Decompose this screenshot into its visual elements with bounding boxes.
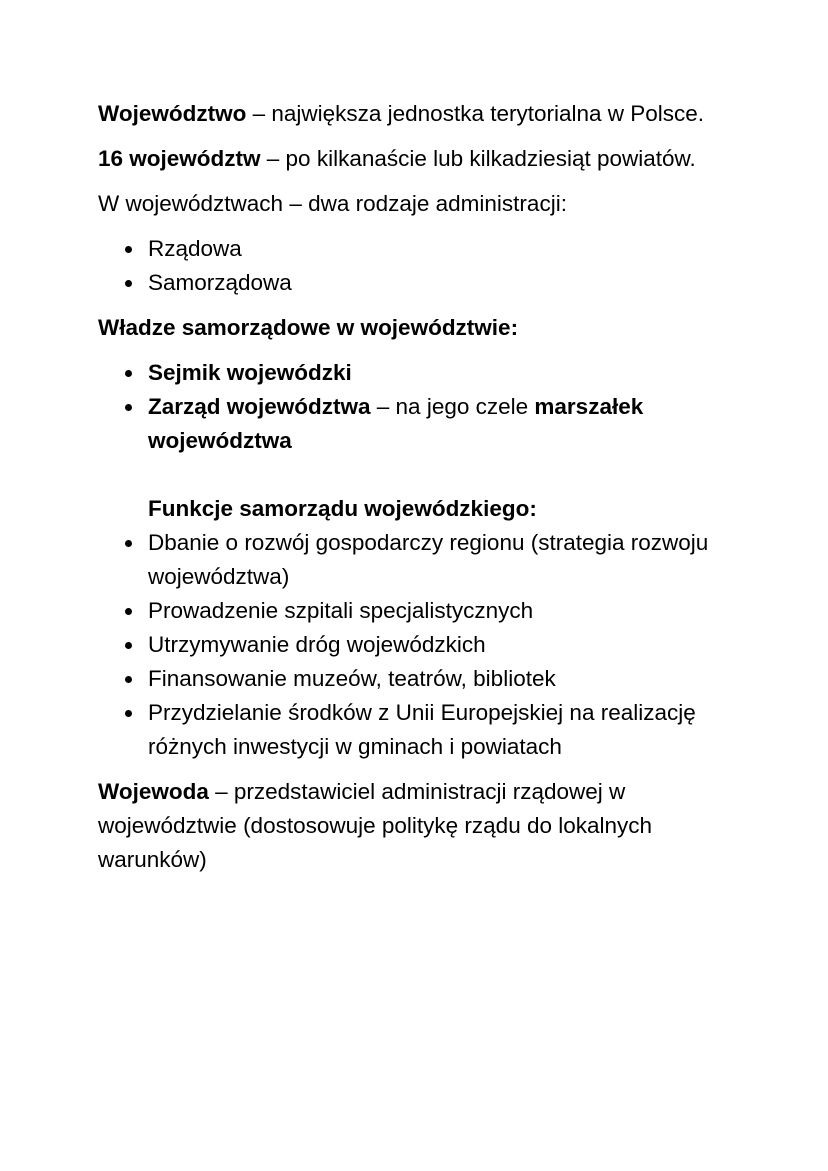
document-body [98, 97, 758, 888]
list-item: Dbanie o rozwój gospodarczy regionu (strategia rozwoju województwa) [98, 526, 758, 594]
authorities-list [98, 356, 758, 458]
authorities-heading: Władze samorządowe w województwie: [98, 315, 519, 340]
functions-list [98, 526, 758, 764]
functions-heading: Funkcje samorządu wojewódzkiego: [148, 496, 537, 521]
definition-wojewodztwo: – największa jednostka terytorialna w Polsce. [246, 101, 705, 126]
term-16-wojewodztw: 16 województw [98, 146, 261, 171]
paragraph-wojewodztwo [98, 97, 758, 131]
definition-16-wojewodztw: – po kilkanaście lub kilkadziesiąt powiatów. [260, 146, 696, 171]
list-item: Rządowa [98, 232, 758, 266]
term-wojewodztwo: Województwo [98, 101, 247, 126]
paragraph-16-wojewodztw [98, 142, 758, 176]
list-item: Przydzielanie środków z Unii Europejskiej na realizację różnych inwestycji w gminach i powiatach [98, 696, 758, 764]
list-item: Utrzymywanie dróg wojewódzkich [98, 628, 758, 662]
paragraph-wojewoda [98, 775, 758, 877]
list-item: Sejmik wojewódzki [98, 356, 758, 390]
list-item: Prowadzenie szpitali specjalistycznych [98, 594, 758, 628]
admin-types-list [98, 232, 758, 300]
list-item: Samorządowa [98, 266, 758, 300]
definition-wojewoda: – przedstawiciel administracji rządowej w województwie (dostosowuje politykę rządu do lokalnych warunków) [98, 779, 653, 872]
paragraph-administracja: W województwach – dwa rodzaje administracji: [98, 191, 567, 216]
list-item: Zarząd województwa – na jego czele marszałek województwa [98, 390, 758, 458]
term-wojewoda: Wojewoda [98, 779, 209, 804]
list-item: Finansowanie muzeów, teatrów, bibliotek [98, 662, 758, 696]
